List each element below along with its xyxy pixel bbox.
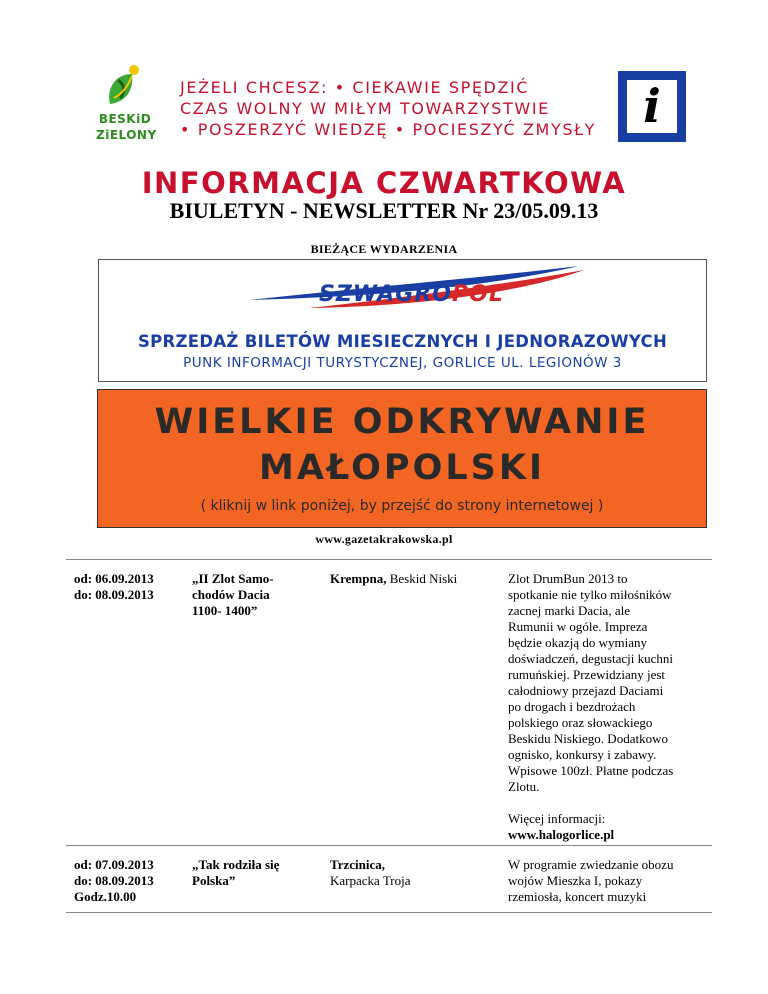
event-date-to: do: 08.09.2013	[74, 873, 154, 888]
event-title-line: „II Zlot Samo-	[192, 571, 274, 586]
promo-banner[interactable]	[97, 389, 707, 528]
description-line: rzemiosła, koncert muzyki	[508, 889, 647, 904]
description-line: całodniowy przejazd Daciami	[508, 683, 664, 698]
description-line: wojów Mieszka I, pokazy	[508, 873, 643, 888]
slogan-line: • POSZERZYĆ WIEDZĘ • POCIESZYĆ ZMYSŁY	[180, 120, 597, 139]
event-title-line: 1100- 1400”	[192, 603, 258, 618]
event-place-town: Trzcinica,	[330, 857, 385, 872]
promo-title-line: WIELKIE ODKRYWANIE	[154, 402, 650, 442]
event-place	[330, 571, 457, 587]
event-dates	[74, 857, 154, 905]
event-description	[508, 571, 708, 843]
logo-text-zielony: ZiELONY	[96, 128, 157, 142]
description-line: Zlot DrumBun 2013 to	[508, 571, 628, 586]
ticket-sales-heading: SPRZEDAŻ BILETÓW MIESIECZNYCH I JEDNORAZOWYCH	[137, 332, 668, 351]
table-divider	[66, 912, 712, 913]
ticket-sales-address: PUNK INFORMACJI TURYSTYCZNEJ, GORLICE UL. LEGIONÓW 3	[183, 355, 622, 371]
event-place-town: Krempna,	[330, 571, 387, 586]
event-title	[192, 857, 279, 889]
event-date-to: do: 08.09.2013	[74, 587, 154, 602]
promo-link[interactable]: www.gazetakrakowska.pl	[315, 532, 453, 546]
more-info-link[interactable]: www.halogorlice.pl	[508, 827, 615, 842]
info-glyph: i	[627, 80, 677, 133]
table-divider	[66, 559, 712, 560]
event-place	[330, 857, 411, 889]
event-description	[508, 857, 708, 905]
event-title	[192, 571, 274, 619]
description-line: Rumunii w ogóle. Impreza	[508, 619, 648, 634]
promo-title-line: MAŁOPOLSKI	[259, 448, 545, 488]
szwagropol-logo	[319, 282, 504, 307]
event-title-line: Polska”	[192, 873, 236, 888]
newsletter-subtitle: BIULETYN - NEWSLETTER Nr 23/05.09.13	[169, 198, 599, 223]
slogan-line: JEŻELI CHCESZ: • CIEKAWIE SPĘDZIĆ	[180, 78, 530, 97]
description-line: zacnej marki Dacia, ale	[508, 603, 630, 618]
description-line: będzie okazją do wymiany	[508, 635, 647, 650]
event-place-region: Beskid Niski	[386, 571, 458, 586]
event-date-from: od: 06.09.2013	[74, 571, 154, 586]
event-date-from: od: 07.09.2013	[74, 857, 154, 872]
description-line: Wpisowe 100zł. Płatne podczas	[508, 763, 674, 778]
description-line: spotkanie nie tylko miłośników	[508, 587, 672, 602]
page-title: INFORMACJA CZWARTKOWA	[141, 166, 627, 200]
slogan	[180, 77, 600, 140]
description-line: Beskidu Niskiego. Dodatkowo	[508, 731, 668, 746]
brand-part: SZWAGRO	[319, 282, 453, 307]
description-line: W programie zwiedzanie obozu	[508, 857, 674, 872]
description-line: po drogach i bezdrożach	[508, 699, 636, 714]
more-info-label: Więcej informacji:	[508, 811, 606, 826]
description-line: polskiego oraz słowackiego	[508, 715, 653, 730]
beskid-zielony-logo	[96, 64, 157, 148]
event-place-region: Karpacka Troja	[330, 873, 411, 888]
leaf-icon	[104, 64, 144, 108]
table-divider	[66, 845, 712, 846]
event-time: Godz.10.00	[74, 889, 137, 904]
description-line: ognisko, konkursy i zabawy.	[508, 747, 657, 762]
description-line: rumuńskiej. Przewidziany jest	[508, 667, 666, 682]
section-label: BIEŻĄCE WYDARZENIA	[310, 242, 458, 256]
event-title-line: chodów Dacia	[192, 587, 270, 602]
brand-part: POL	[452, 282, 504, 307]
slogan-line: CZAS WOLNY W MIŁYM TOWARZYSTWIE	[180, 99, 550, 118]
description-line: doświadczeń, degustacji kuchni	[508, 651, 673, 666]
logo-text-beskid: BESKiD	[98, 112, 152, 126]
description-line: Zlotu.	[508, 779, 540, 794]
event-title-line: „Tak rodziła się	[192, 857, 280, 872]
event-dates	[74, 571, 154, 603]
szwagropol-banner[interactable]	[98, 259, 707, 382]
promo-hint: ( kliknij w link poniżej, by przejść do strony internetowej )	[200, 498, 604, 514]
info-sign-icon	[618, 71, 686, 142]
